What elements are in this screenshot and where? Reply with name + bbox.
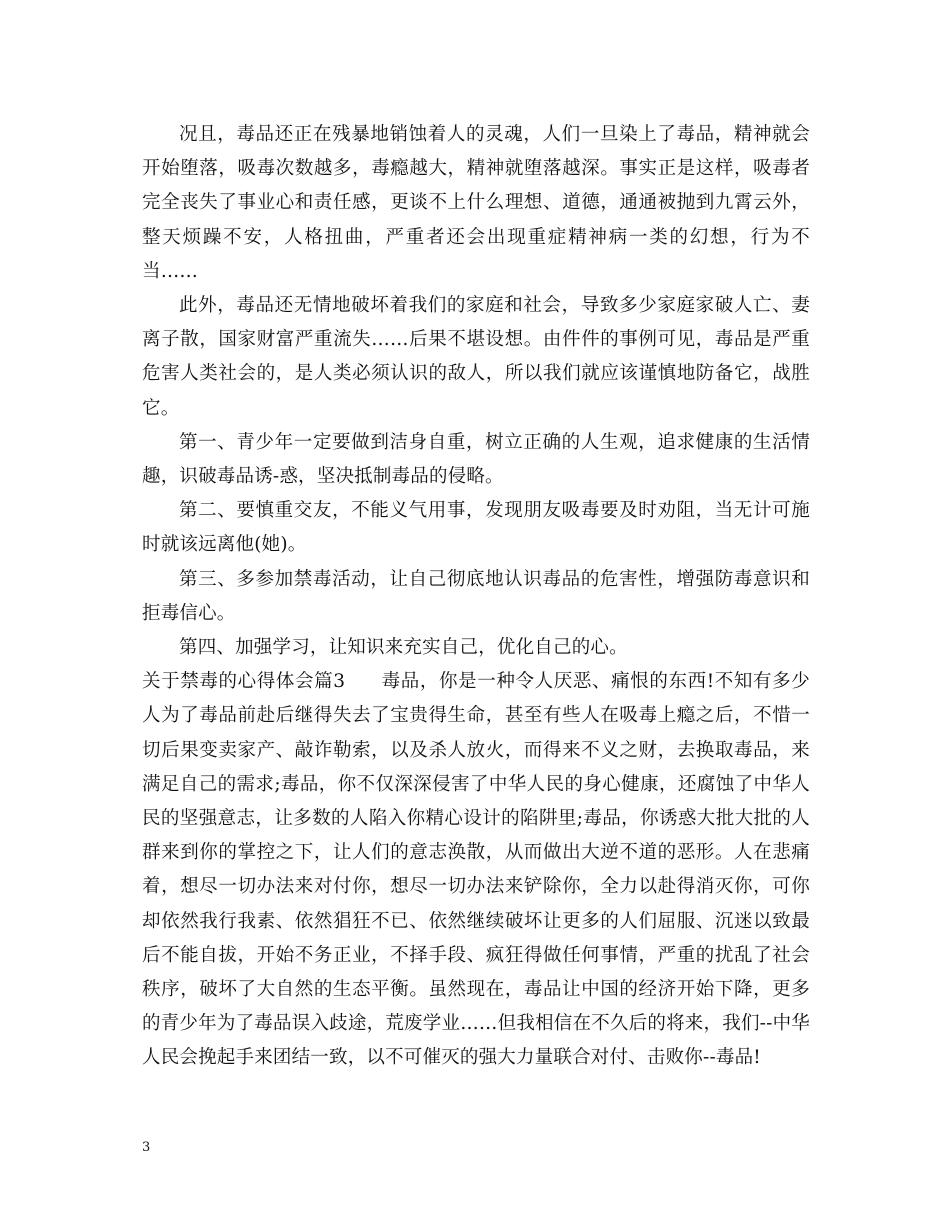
paragraph-point-two: 第二、要慎重交友，不能义气用事，发现朋友吸毒要及时劝阻，当无计可施时就该远离他(她)。 — [142, 500, 810, 556]
paragraph-point-three: 第三、多参加禁毒活动，让自己彻底地认识毒品的危害性，增强防毒意识和拒毒信心。 — [142, 568, 810, 624]
section-three — [142, 665, 810, 1075]
section-body: 毒品，你是一种令人厌恶、痛恨的东西!不知有多少人为了毒品前赴后继得失去了宝贵得生命，甚至有些人在吸毒上瘾之后，不惜一切后果变卖家产、敲诈勒索，以及杀人放火，而得来不义之财，去换取毒品，来满足自己的需求;毒品，你不仅深深侵害了中华人民的身心健康，还腐蚀了中华人民的坚强意志，让多数的人陷入你精心设计的陷阱里;毒品，你诱惑大批大批的人群来到你的掌控之下，让人们的意志涣散，从而做出大逆不道的恶形。人在悲痛着，想尽一切办法来对付你，想尽一切办法来铲除你，全力以赴得消灭你，可你却依然我行我素、依然猖狂不已、依然继续破坏让更多的人们屈服、沉迷以致最后不能自拔，开始不务正业，不择手段、疯狂得做任何事情，严重的扰乱了社会秩序，破坏了大自然的生态平衡。虽然现在，毒品让中国的经济开始下降，更多的青少年为了毒品误入歧途，荒废学业……但我相信在不久后的将来，我们--中华人民会挽起手来团结一致，以不可催灭的强大力量联合对付、击败你--毒品! — [142, 671, 810, 1069]
document-page — [142, 118, 810, 1076]
paragraph-family-society: 此外，毒品还无情地破坏着我们的家庭和社会，导致多少家庭家破人亡、妻离子散，国家财富严重流失……后果不堪设想。由件件的事例可见，毒品是严重危害人类社会的，是人类必须认识的敌人，所以我们就应该谨慎地防备它，战胜它。 — [142, 295, 810, 419]
paragraph-point-one: 第一、青少年一定要做到洁身自重，树立正确的人生观，追求健康的生活情趣，识破毒品诱-惑，坚决抵制毒品的侵略。 — [142, 431, 810, 488]
paragraph-corrosion: 况且，毒品还正在残暴地销蚀着人的灵魂，人们一旦染上了毒品，精神就会开始堕落，吸毒次数越多，毒瘾越大，精神就堕落越深。事实正是这样，吸毒者完全丧失了事业心和责任感，更谈不上什么理想、道德，通通被抛到九霄云外，整天烦躁不安，人格扭曲，严重者还会出现重症精神病一类的幻想，行为不当…… — [142, 124, 810, 282]
section-heading: 关于禁毒的心得体会篇3 — [142, 671, 346, 693]
paragraph-point-four: 第四、加强学习，让知识来充实自己，优化自己的心。 — [179, 637, 628, 659]
page-number: 3 — [142, 1140, 151, 1155]
